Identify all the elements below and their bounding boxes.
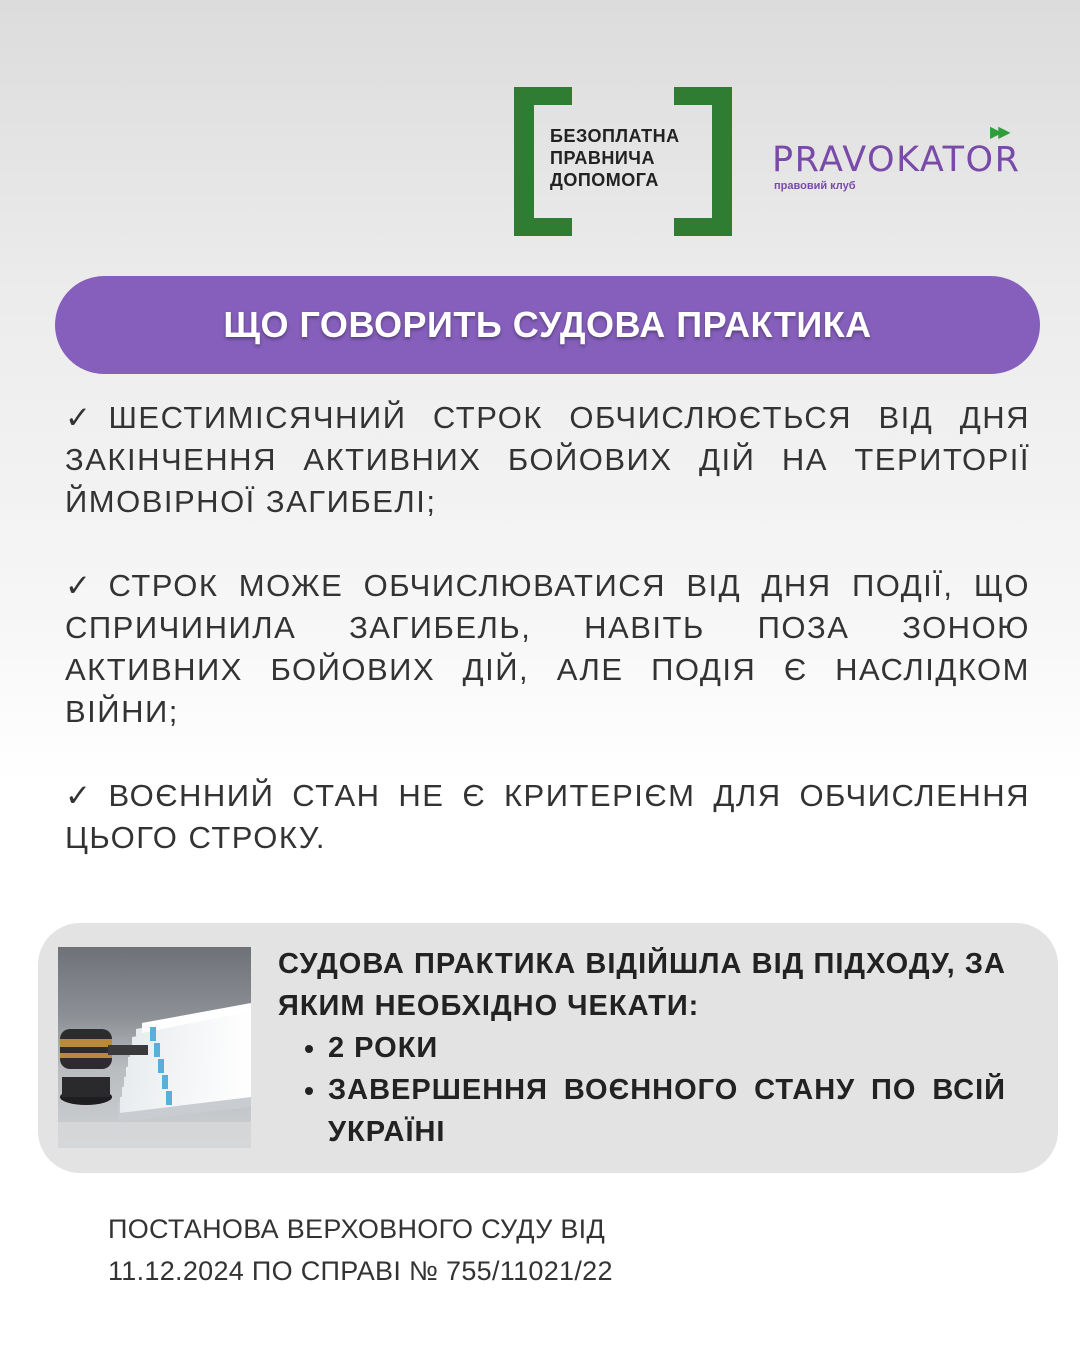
point-text: СТРОК МОЖЕ ОБЧИСЛЮВАТИСЯ ВІД ДНЯ ПОДІЇ, ЩО СПРИЧИНИЛА ЗАГИБЕЛЬ, НАВІТЬ ПОЗА ЗОНОЮ АКТИВНИХ БОЙОВИХ ДІЙ, АЛЕ ПОДІЯ Є НАСЛІДКОМ ВІЙНИ; bbox=[65, 568, 1030, 729]
footer-citation bbox=[108, 1208, 908, 1292]
pravokator-arrows-icon: ▶▶ bbox=[990, 124, 1007, 141]
pravokator-logo bbox=[772, 122, 1034, 192]
point-text: ШЕСТИМІСЯЧНИЙ СТРОК ОБЧИСЛЮЄТЬСЯ ВІД ДНЯ ЗАКІНЧЕННЯ АКТИВНИХ БОЙОВИХ ДІЙ НА ТЕРИТОРІЇ ЙМОВІРНОЇ ЗАГИБЕЛІ; bbox=[65, 400, 1030, 519]
bpd-line-1: БЕЗОПЛАТНА bbox=[550, 126, 680, 146]
list-item: • ЗАВЕРШЕННЯ ВОЄННОГО СТАНУ ПО ВСІЙ УКРАЇНІ bbox=[328, 1069, 1006, 1153]
footer-line-1: ПОСТАНОВА ВЕРХОВНОГО СУДУ ВІД bbox=[108, 1214, 606, 1244]
info-lead: СУДОВА ПРАКТИКА ВІДІЙШЛА ВІД ПІДХОДУ, ЗА ЯКИМ НЕОБХІДНО ЧЕКАТИ: bbox=[278, 948, 1006, 1022]
info-box bbox=[38, 923, 1058, 1173]
page-title: ЩО ГОВОРИТЬ СУДОВА ПРАКТИКА bbox=[223, 304, 872, 345]
gavel-documents-icon bbox=[58, 947, 251, 1148]
check-icon: ✓ bbox=[65, 568, 93, 604]
list-item: • 2 РОКИ bbox=[328, 1027, 1006, 1069]
title-banner bbox=[55, 276, 1040, 374]
bpd-line-2: ПРАВНИЧА bbox=[550, 148, 655, 168]
gavel-documents-image bbox=[58, 947, 251, 1148]
bpd-logo bbox=[514, 87, 732, 236]
info-list bbox=[278, 1027, 1006, 1153]
check-icon: ✓ bbox=[65, 400, 93, 436]
bpd-logo-text bbox=[550, 125, 700, 191]
bpd-line-3: ДОПОМОГА bbox=[550, 170, 659, 190]
footer-line-2: 11.12.2024 ПО СПРАВІ № 755/11021/22 bbox=[108, 1256, 613, 1286]
pravokator-wordmark: PRAVOKATOR bbox=[772, 140, 1021, 180]
point-item bbox=[65, 565, 1030, 733]
info-content bbox=[278, 943, 1006, 1153]
check-icon: ✓ bbox=[65, 778, 93, 814]
practice-points bbox=[65, 397, 1030, 901]
pravokator-subtitle: правовий клуб bbox=[774, 180, 856, 192]
point-text: ВОЄННИЙ СТАН НЕ Є КРИТЕРІЄМ ДЛЯ ОБЧИСЛЕННЯ ЦЬОГО СТРОКУ. bbox=[65, 778, 1030, 855]
point-item bbox=[65, 397, 1030, 523]
point-item bbox=[65, 775, 1030, 859]
